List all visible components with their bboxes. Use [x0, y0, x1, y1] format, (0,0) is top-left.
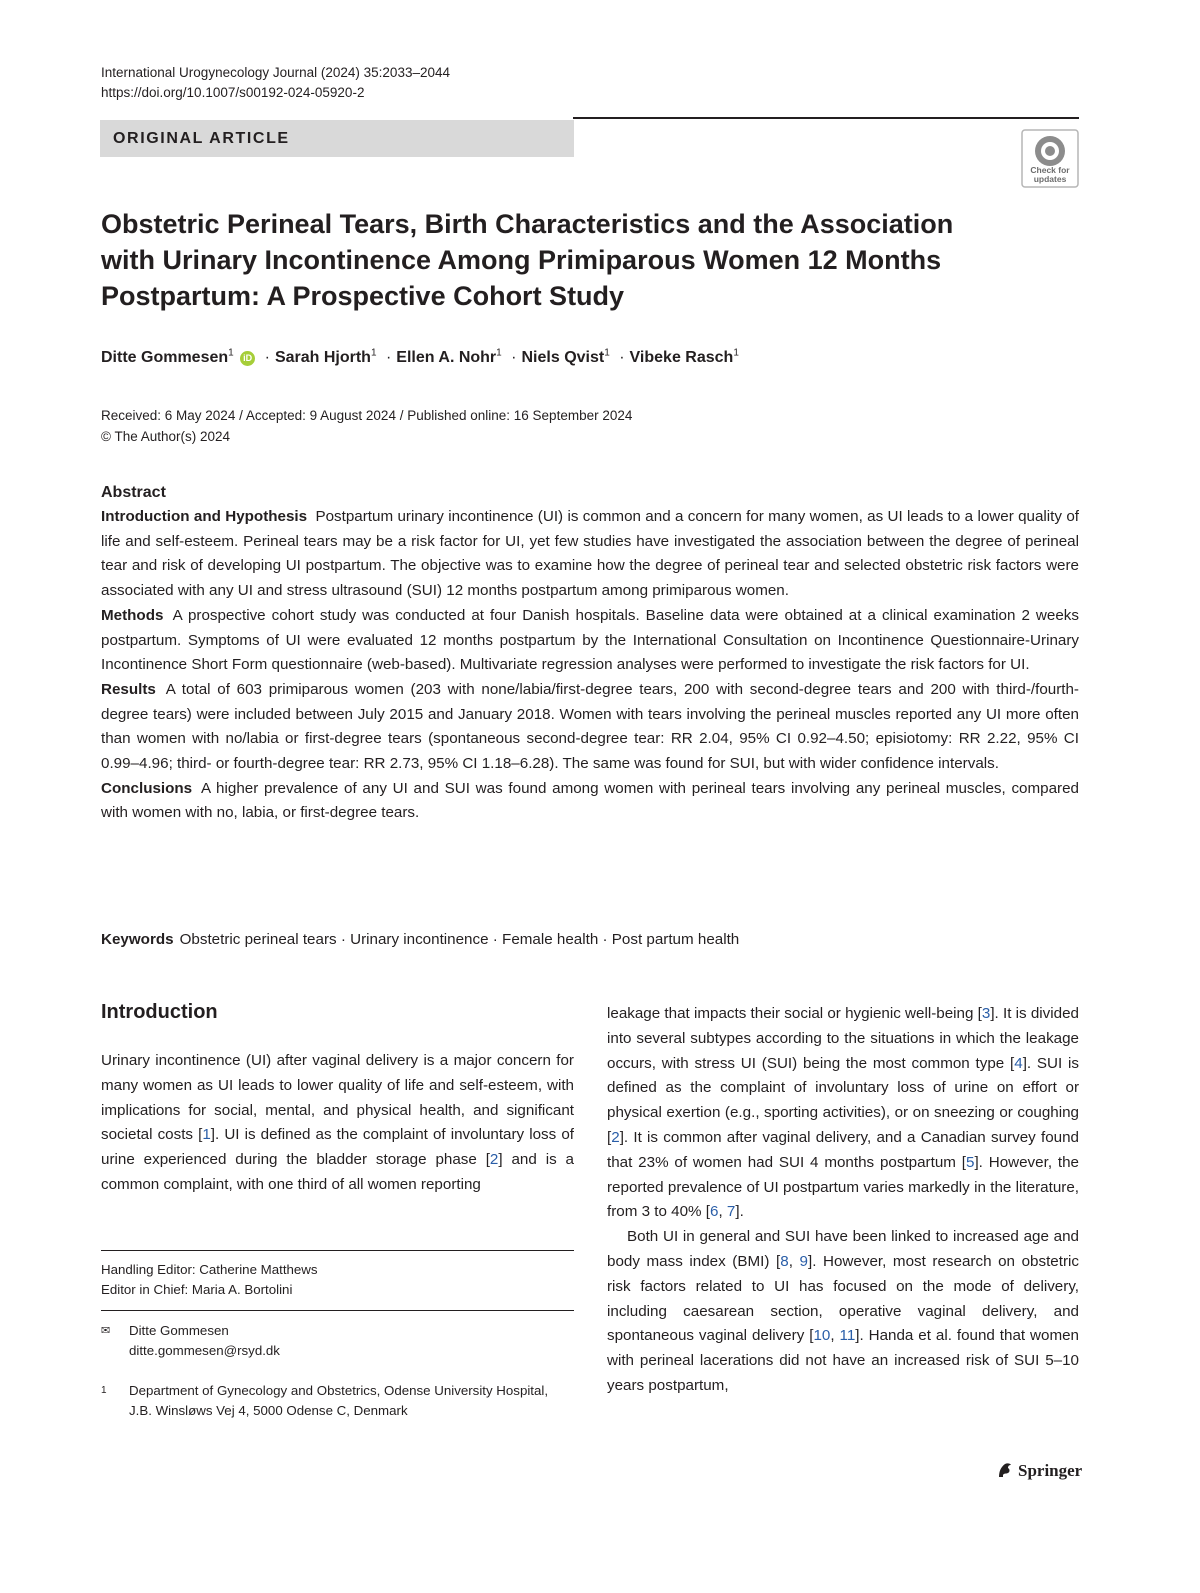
introduction-heading: Introduction — [101, 1001, 218, 1023]
affiliation-number: 1 — [101, 1385, 107, 1396]
dates-line: Received: 6 May 2024 / Accepted: 9 August 2024 / Published online: 16 September 2024 — [101, 408, 633, 423]
author-separator: · — [264, 349, 270, 366]
author-list — [101, 346, 739, 370]
author-name[interactable]: Sarah Hjorth — [274, 349, 371, 366]
body-text: , — [788, 1252, 800, 1270]
abstract-section — [101, 777, 1079, 826]
author-name[interactable]: Ditte Gommesen — [101, 349, 229, 366]
abstract-section — [101, 505, 1079, 604]
check-for-updates-icon — [1021, 129, 1079, 188]
body-text: , — [830, 1327, 835, 1345]
body-paragraph — [101, 1049, 574, 1198]
citation-link[interactable]: 10 — [813, 1327, 831, 1345]
citation-link[interactable]: 3 — [981, 1005, 991, 1022]
body-paragraph — [607, 1225, 1079, 1399]
citation-link[interactable]: 2 — [489, 1151, 499, 1169]
body-text: ]. However, the reported prevalence of UI postpartum varies markedly in the literature, from 3 to 40% [ — [607, 1153, 1079, 1221]
doi-link[interactable]: https://doi.org/10.1007/s00192-024-05920-2 — [101, 85, 365, 100]
abstract-section-text: A higher prevalence of any UI and SUI was found among women with perineal tears involving any perineal muscles, compared with women with no, labia, or first-degree tears. — [101, 779, 1079, 822]
author-affiliation: 1 — [228, 347, 234, 359]
citation-link[interactable]: 7 — [726, 1203, 736, 1221]
author-separator: · — [385, 349, 392, 366]
body-text: , — [718, 1203, 727, 1221]
abstract-section-heading: Conclusions — [101, 779, 193, 797]
author-affiliation: 1 — [496, 347, 502, 359]
orcid-icon[interactable]: iD — [240, 351, 255, 366]
check-updates-label-1: Check for — [1030, 165, 1070, 175]
introduction-left-column — [101, 1049, 574, 1198]
abstract-section-text: A total of 603 primiparous women (203 with none/labia/first-degree tears, 200 with second-degree tears and 200 with third-/fourth-degree tears) were included between July 2015 and January 2018. Women with tears involving the perineal muscles reported any UI more often than women with no/labia or first-degree tears (spontaneous second-degree tear: RR 2.04, 95% CI 0.92–4.50; episiotomy: RR 2.22, 95% CI 0.99–4.96; third- or fourth-degree tear: RR 2.73, 95% CI 1.18–6.28). The same was found for SUI, but with wider confidence intervals. — [101, 680, 1079, 773]
editor-in-chief: Editor in Chief: Maria A. Bortolini — [101, 1282, 293, 1297]
article-title: Obstetric Perineal Tears, Birth Characteristics and the Association with Urinary Incontinence Among Primiparous Women 12 Months Postpartum: A Prospective Cohort Study — [101, 209, 954, 311]
springer-horse-icon — [996, 1461, 1014, 1479]
author-separator: · — [619, 349, 625, 366]
footnote-rule — [101, 1250, 574, 1251]
author-name[interactable]: Niels Qvist — [521, 349, 605, 366]
citation-link[interactable]: 5 — [966, 1153, 975, 1171]
author-separator: · — [511, 349, 517, 366]
citation-link[interactable]: 9 — [799, 1252, 808, 1270]
keywords — [101, 928, 739, 952]
body-text: Both UI in general and SUI have been linked to increased age and body mass index (BMI) [ — [607, 1228, 1079, 1270]
body-text: leakage that impacts their social or hygienic well-being [ — [607, 1005, 982, 1022]
abstract-section — [101, 604, 1079, 678]
author-affiliation: 1 — [370, 347, 377, 359]
author-affiliation: 1 — [604, 347, 610, 359]
abstract-section-heading: Introduction and Hypothesis — [101, 508, 308, 525]
body-text: ]. Handa et al. found that women with perineal lacerations did not have an increased risk of SUI 5–10 years postpartum, — [607, 1327, 1079, 1394]
keywords-heading: Keywords — [101, 931, 174, 948]
corresponding-author-email[interactable]: ditte.gommesen@rsyd.dk — [129, 1343, 280, 1358]
keywords-text: Obstetric perineal tears · Urinary incontinence · Female health · Post partum health — [179, 931, 740, 948]
body-text: ]. However, most research on obstetric risk factors related to UI has focused on the mode of delivery, including caesarean section, operative vaginal delivery, and spontaneous vaginal delivery [ — [607, 1252, 1079, 1345]
abstract — [101, 482, 1079, 826]
citation-link[interactable]: 4 — [1014, 1054, 1023, 1072]
corresponding-author-name: Ditte Gommesen — [129, 1323, 229, 1338]
body-text: ]. It is common after vaginal delivery, and a Canadian survey found that 23% of women had SUI 4 months postpartum [ — [607, 1128, 1079, 1171]
abstract-section-text: Postpartum urinary incontinence (UI) is common and a concern for many women, as UI leads to a lower quality of life and self-esteem. Perineal tears may be a risk factor for UI, yet few studies have investigated the association between the degree of perineal tear and risk of developing UI postpartum. The objective was to examine how the degree of perineal tear and selected obstetric risk factors were associated with any UI and stress ultrasound (SUI) 12 months postpartum among primiparous women. — [101, 508, 1079, 600]
editor-footnote — [101, 1260, 574, 1300]
citation-link[interactable]: 8 — [780, 1252, 789, 1270]
affiliation-text: Department of Gynecology and Obstetrics, Odense University Hospital, J.B. Winsløws Vej 4, 5000 Odense C, Denmark — [129, 1383, 549, 1418]
body-text: ] and is a common complaint, with one third of all women reporting — [101, 1151, 574, 1193]
citation-link[interactable]: 11 — [839, 1327, 856, 1345]
handling-editor: Handling Editor: Catherine Matthews — [101, 1262, 318, 1277]
body-paragraph — [607, 1002, 1079, 1225]
author-name[interactable]: Ellen A. Nohr — [396, 349, 497, 366]
journal-header — [101, 63, 450, 103]
citation-link[interactable]: 6 — [709, 1203, 719, 1221]
footnote-rule — [101, 1310, 574, 1311]
publisher-logo — [996, 1459, 1082, 1483]
author-affiliation: 1 — [733, 347, 739, 359]
publisher-name: Springer — [1018, 1461, 1083, 1480]
body-text: ]. UI is defined as the complaint of involuntary loss of urine experienced during the bladder storage phase [ — [101, 1126, 574, 1169]
body-text: Urinary incontinence (UI) after vaginal delivery is a major concern for many women as UI leads to lower quality of life and self-esteem, with implications for social, mental, and physical health, and significant societal costs [ — [101, 1052, 574, 1144]
abstract-section-heading: Methods — [101, 606, 164, 624]
body-text: ]. — [735, 1203, 744, 1221]
journal-citation: International Urogynecology Journal (2024) 35:2033–2044 — [101, 65, 450, 80]
body-text: ]. It is divided into several subtypes according to the situations in which the leakage occurs, with stress UI (SUI) being the most common type [ — [607, 1005, 1079, 1072]
header-rule — [573, 117, 1079, 119]
affiliation — [101, 1381, 574, 1421]
body-text: ]. SUI is defined as the complaint of involuntary loss of urine on effort or physical exertion (e.g., sporting activities), or on sneezing or coughing [ — [607, 1054, 1079, 1146]
abstract-section-heading: Results — [101, 680, 156, 698]
abstract-heading: Abstract — [101, 484, 166, 501]
abstract-section-text: A prospective cohort study was conducted at four Danish hospitals. Baseline data were obtained at a clinical examination 2 weeks postpartum. Symptoms of UI were evaluated 12 months postpartum by the International Consultation on Incontinence Questionnaire-Urinary Incontinence Short Form questionnaire (web-based). Multivariate regression analyses were performed to investigate the risk factors for UI. — [101, 606, 1079, 674]
introduction-right-column — [607, 1002, 1079, 1399]
abstract-section — [101, 678, 1079, 777]
check-updates-label-2: updates — [1033, 174, 1067, 184]
check-for-updates-badge[interactable] — [1021, 129, 1079, 188]
citation-link[interactable]: 1 — [202, 1126, 211, 1144]
corresponding-author — [101, 1321, 574, 1361]
article-type-banner: ORIGINAL ARTICLE — [100, 120, 574, 157]
envelope-icon: ✉ — [101, 1325, 111, 1337]
publication-dates — [101, 405, 632, 447]
copyright-line: © The Author(s) 2024 — [101, 429, 231, 444]
author-name[interactable]: Vibeke Rasch — [629, 349, 734, 366]
citation-link[interactable]: 2 — [611, 1128, 620, 1146]
